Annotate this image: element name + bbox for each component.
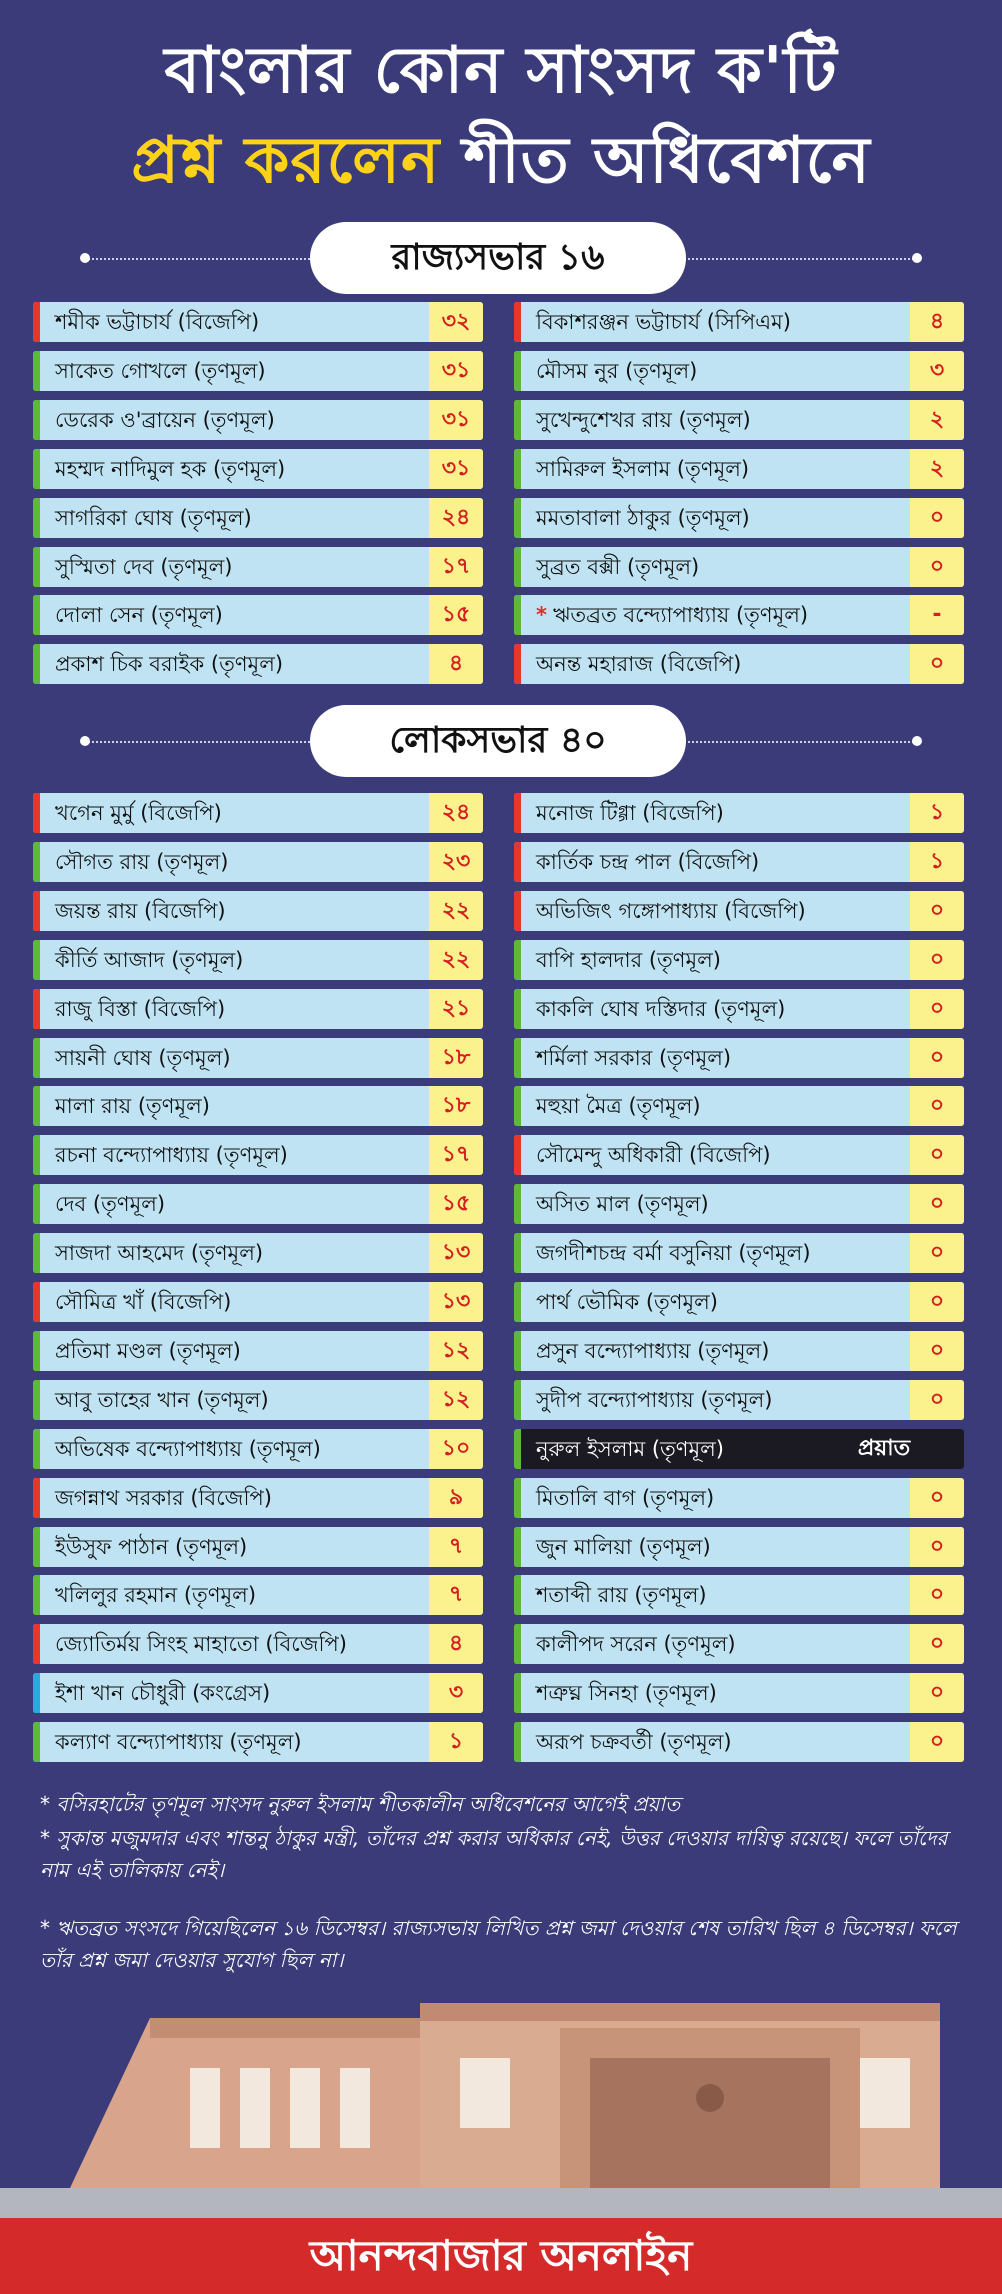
question-count: ২৪: [429, 498, 483, 538]
mp-name: সাকেত গোখলে (তৃণমূল): [55, 358, 266, 383]
party-color-bar: [33, 1527, 40, 1567]
question-count: ১০: [429, 1429, 483, 1469]
question-count: ০: [910, 547, 964, 587]
mp-row: [33, 989, 483, 1029]
question-count: ৭: [429, 1527, 483, 1567]
mp-name: দেব (তৃণমূল): [55, 1192, 166, 1217]
mp-row: [514, 793, 964, 833]
party-color-bar: [514, 989, 521, 1029]
party-color-bar: [33, 940, 40, 980]
mp-row: [33, 891, 483, 931]
mp-row: [33, 1575, 483, 1615]
party-color-bar: [33, 989, 40, 1029]
mp-row: [33, 1086, 483, 1126]
party-color-bar: [514, 1184, 521, 1224]
party-color-bar: [514, 1331, 521, 1371]
party-color-bar: [514, 1478, 521, 1518]
mp-row: [514, 400, 964, 440]
mp-row: [33, 1135, 483, 1175]
question-count: ৩: [910, 351, 964, 391]
question-count: ৩১: [429, 449, 483, 489]
mp-row: [514, 1429, 964, 1469]
party-color-bar: [33, 793, 40, 833]
mp-row: [514, 595, 964, 635]
question-count: ১৫: [429, 1184, 483, 1224]
mp-row: [33, 595, 483, 635]
mp-row: [514, 1673, 964, 1713]
mp-name: অরূপ চক্রবর্তী (তৃণমূল): [536, 1730, 732, 1755]
mp-row: [514, 940, 964, 980]
mp-name: প্রসুন বন্দ্যোপাধ্যায় (তৃণমূল): [536, 1338, 770, 1363]
party-color-bar: [33, 1282, 40, 1322]
mp-name: প্রতিমা মণ্ডল (তৃণমূল): [55, 1338, 241, 1363]
headline-line-1: বাংলার কোন সাংসদ ক'টি: [164, 34, 838, 108]
question-count: ১৩: [429, 1282, 483, 1322]
question-count: ২৪: [429, 793, 483, 833]
mp-row: [514, 1380, 964, 1420]
question-count: ০: [910, 1722, 964, 1762]
question-count: ২: [910, 400, 964, 440]
asterisk-mark: *: [536, 603, 547, 628]
mp-name: বাপি হালদার (তৃণমূল): [536, 947, 721, 972]
mp-row: [514, 1722, 964, 1762]
party-color-bar: [514, 1135, 521, 1175]
mp-row: [514, 547, 964, 587]
question-count: ১: [910, 842, 964, 882]
party-color-bar: [33, 644, 40, 684]
mp-name: অভিজিৎ গঙ্গোপাধ্যায় (বিজেপি): [536, 898, 806, 923]
question-count: ০: [910, 1673, 964, 1713]
question-count: ২: [910, 449, 964, 489]
party-color-bar: [33, 1429, 40, 1469]
party-color-bar: [514, 1429, 521, 1469]
mp-row: [514, 351, 964, 391]
divider-dot: [80, 253, 90, 263]
mp-name: সাগরিকা ঘোষ (তৃণমূল): [55, 505, 252, 530]
mp-name: শমীক ভট্টাচার্য (বিজেপি): [55, 310, 260, 334]
mp-row: [33, 1624, 483, 1664]
mp-name: কালীপদ সরেন (তৃণমূল): [536, 1632, 736, 1657]
question-count: ৩১: [429, 400, 483, 440]
party-color-bar: [33, 1722, 40, 1762]
party-color-bar: [33, 498, 40, 538]
question-count: -: [910, 595, 964, 635]
party-color-bar: [33, 1184, 40, 1224]
mp-name: অভিষেক বন্দ্যোপাধ্যায় (তৃণমূল): [55, 1436, 321, 1461]
mp-row: [33, 793, 483, 833]
mp-name: সামিরুল ইসলাম (তৃণমূল): [536, 456, 750, 481]
mp-name: ইউসুফ পাঠান (তৃণমূল): [55, 1534, 248, 1559]
question-count: ০: [910, 1184, 964, 1224]
party-color-bar: [514, 498, 521, 538]
party-color-bar: [514, 449, 521, 489]
question-count: ৩২: [429, 302, 483, 342]
question-count: ১৭: [429, 547, 483, 587]
mp-row: [33, 1282, 483, 1322]
mp-name: আবু তাহের খান (তৃণমূল): [55, 1387, 269, 1412]
question-count: ৪: [429, 1624, 483, 1664]
question-count: ৪: [910, 302, 964, 342]
mp-row: [514, 644, 964, 684]
party-color-bar: [33, 1478, 40, 1518]
lok-sabha-heading: লোকসভার ৪০: [310, 705, 686, 777]
mp-row: [514, 1184, 964, 1224]
party-color-bar: [33, 400, 40, 440]
mp-name: সায়নী ঘোষ (তৃণমূল): [55, 1045, 231, 1070]
mp-row: [33, 547, 483, 587]
mp-row: [33, 400, 483, 440]
mp-row: [514, 498, 964, 538]
mp-row: [33, 1429, 483, 1469]
mp-name: সুস্মিতা দেব (তৃণমূল): [55, 554, 233, 579]
divider-dot: [912, 736, 922, 746]
mp-row: [514, 302, 964, 342]
mp-row: [514, 1331, 964, 1371]
party-color-bar: [514, 1722, 521, 1762]
question-count: ০: [910, 1282, 964, 1322]
mp-name: মনোজ টিগ্গা (বিজেপি): [536, 801, 724, 825]
question-count: ২২: [429, 940, 483, 980]
question-count: ১৭: [429, 1135, 483, 1175]
question-count: ৩: [429, 1673, 483, 1713]
question-count: ০: [910, 1478, 964, 1518]
mp-name: সাজদা আহমেদ (তৃণমূল): [55, 1241, 264, 1266]
mp-name: কীর্তি আজাদ (তৃণমূল): [55, 947, 244, 972]
mp-row: [514, 449, 964, 489]
party-color-bar: [514, 1282, 521, 1322]
question-count: ১২: [429, 1380, 483, 1420]
mp-row: [33, 1673, 483, 1713]
party-color-bar: [33, 547, 40, 587]
mp-name: জয়ন্ত রায় (বিজেপি): [55, 898, 226, 923]
party-color-bar: [33, 1575, 40, 1615]
party-color-bar: [514, 302, 521, 342]
footnote-2: * সুকান্ত মজুমদার এবং শান্তনু ঠাকুর মন্ত্রী, তাঁদের প্রশ্ন করার অধিকার নেই, উত্তর দেওয়ার দায়িত্ব রয়েছে। ফলে তাঁদের নাম এই তালিকায় নেই।: [40, 1826, 948, 1882]
party-color-bar: [33, 1086, 40, 1126]
mp-row: [33, 351, 483, 391]
mp-name: অসিত মাল (তৃণমূল): [536, 1192, 709, 1217]
publisher-footer: আনন্দবাজার অনলাইন: [0, 2218, 1002, 2294]
party-color-bar: [514, 644, 521, 684]
mp-row: [514, 842, 964, 882]
question-count: ৩১: [429, 351, 483, 391]
question-count: ০: [910, 891, 964, 931]
party-color-bar: [514, 1575, 521, 1615]
question-count: ৪: [429, 644, 483, 684]
mp-row: [514, 1575, 964, 1615]
mp-name: মহুয়া মৈত্র (তৃণমূল): [536, 1094, 701, 1119]
question-count: ০: [910, 498, 964, 538]
mp-row: [33, 498, 483, 538]
party-color-bar: [33, 1673, 40, 1713]
party-color-bar: [33, 891, 40, 931]
question-count: প্রয়াত: [857, 1435, 911, 1461]
question-count: ১৮: [429, 1038, 483, 1078]
mp-name: সুব্রত বক্সী (তৃণমূল): [536, 554, 700, 579]
party-color-bar: [33, 842, 40, 882]
headline-highlight: প্রশ্ন করলেন: [131, 124, 441, 198]
mp-row: [33, 940, 483, 980]
party-color-bar: [514, 1038, 521, 1078]
mp-name: কল্যাণ বন্দ্যোপাধ্যায় (তৃণমূল): [55, 1730, 302, 1755]
footnote-3: * ঋতব্রত সংসদে গিয়েছিলেন ১৬ ডিসেম্বর। রাজ্যসভায় লিখিত প্রশ্ন জমা দেওয়ার শেষ তারিখ ছিল ৪ ডিসেম্বর। ফলে তাঁর প্রশ্ন জমা দেওয়ার সুযোগ ছিল না।: [40, 1916, 957, 1972]
mp-name: সৌমেন্দু অধিকারী (বিজেপি): [536, 1143, 771, 1168]
party-color-bar: [33, 595, 40, 635]
mp-row: [514, 989, 964, 1029]
mp-row: [33, 1380, 483, 1420]
question-count: ০: [910, 1575, 964, 1615]
mp-row: [33, 1527, 483, 1567]
mp-row: [33, 302, 483, 342]
mp-name: ইশা খান চৌধুরী (কংগ্রেস): [55, 1681, 271, 1706]
question-count: ১২: [429, 1331, 483, 1371]
mp-row: [33, 1233, 483, 1273]
question-count: ১: [910, 793, 964, 833]
mp-name: সৌগত রায় (তৃণমূল): [55, 849, 229, 874]
mp-row: [514, 1527, 964, 1567]
mp-row: [514, 1624, 964, 1664]
mp-name: প্রকাশ চিক বরাইক (তৃণমূল): [55, 652, 284, 677]
mp-name: পার্থ ভৌমিক (তৃণমূল): [536, 1290, 718, 1314]
mp-name: দোলা সেন (তৃণমূল): [55, 603, 223, 628]
party-color-bar: [514, 842, 521, 882]
party-color-bar: [514, 1673, 521, 1713]
question-count: ০: [910, 1086, 964, 1126]
party-color-bar: [514, 940, 521, 980]
rajya-sabha-section-header: [0, 222, 1002, 294]
mp-name: জ্যোতির্ময় সিংহ মাহাতো (বিজেপি): [55, 1632, 347, 1657]
party-color-bar: [33, 302, 40, 342]
party-color-bar: [33, 351, 40, 391]
question-count: ০: [910, 989, 964, 1029]
mp-row: [33, 449, 483, 489]
mp-name: সৌমিত্র খাঁ (বিজেপি): [55, 1290, 232, 1314]
party-color-bar: [514, 1624, 521, 1664]
mp-name: জুন মালিয়া (তৃণমূল): [536, 1534, 711, 1559]
mp-row: [514, 1135, 964, 1175]
question-count: ০: [910, 644, 964, 684]
mp-name: মৌসম নুর (তৃণমূল): [536, 358, 698, 383]
mp-name: মালা রায় (তৃণমূল): [55, 1094, 210, 1119]
mp-name: রাজু বিস্তা (বিজেপি): [55, 996, 226, 1021]
question-count: ০: [910, 1038, 964, 1078]
question-count: ০: [910, 1380, 964, 1420]
lok-sabha-section-header: [0, 705, 1002, 777]
mp-name: খগেন মুর্মু (বিজেপি): [55, 801, 222, 825]
party-color-bar: [514, 1233, 521, 1273]
footnote-1: * বসিরহাটের তৃণমূল সাংসদ নুরুল ইসলাম শীতকালীন অধিবেশনের আগেই প্রয়াত: [40, 1792, 681, 1816]
party-color-bar: [33, 1135, 40, 1175]
mp-row: [33, 644, 483, 684]
question-count: ০: [910, 1331, 964, 1371]
mp-row: [514, 1233, 964, 1273]
mp-row: [514, 1282, 964, 1322]
mp-name: কাকলি ঘোষ দস্তিদার (তৃণমূল): [536, 996, 786, 1021]
mp-name: মহম্মদ নাদিমুল হক (তৃণমূল): [55, 456, 286, 481]
question-count: ২১: [429, 989, 483, 1029]
party-color-bar: [514, 547, 521, 587]
party-color-bar: [514, 595, 521, 635]
question-count: ১৫: [429, 595, 483, 635]
mp-row: [33, 1184, 483, 1224]
party-color-bar: [514, 1527, 521, 1567]
question-count: ২৩: [429, 842, 483, 882]
party-color-bar: [514, 1086, 521, 1126]
mp-name: শত্রুঘ্ন সিনহা (তৃণমূল): [536, 1681, 717, 1706]
mp-row: [33, 1038, 483, 1078]
mp-name: খলিলুর রহমান (তৃণমূল): [55, 1583, 257, 1608]
mp-row: [33, 1331, 483, 1371]
mp-name: কার্তিক চন্দ্র পাল (বিজেপি): [536, 849, 760, 874]
question-count: ০: [910, 940, 964, 980]
question-count: ৯: [429, 1478, 483, 1518]
mp-name: রচনা বন্দ্যোপাধ্যায় (তৃণমূল): [55, 1143, 288, 1168]
question-count: ১৮: [429, 1086, 483, 1126]
mp-name: শর্মিলা সরকার (তৃণমূল): [536, 1045, 732, 1070]
party-color-bar: [514, 351, 521, 391]
mp-row: [33, 1478, 483, 1518]
question-count: ০: [910, 1135, 964, 1175]
mp-row: [514, 1478, 964, 1518]
party-color-bar: [514, 793, 521, 833]
divider-dot: [912, 253, 922, 263]
party-color-bar: [33, 1038, 40, 1078]
party-color-bar: [514, 400, 521, 440]
mp-name: * ঋতব্রত বন্দ্যোপাধ্যায় (তৃণমূল): [536, 603, 809, 628]
rajya-sabha-heading: রাজ্যসভার ১৬: [310, 222, 686, 294]
question-count: ১৩: [429, 1233, 483, 1273]
headline-line-2: [0, 118, 1002, 204]
question-count: ৭: [429, 1575, 483, 1615]
mp-row: [33, 1722, 483, 1762]
mp-name: সুদীপ বন্দ্যোপাধ্যায় (তৃণমূল): [536, 1387, 773, 1412]
mp-row: [33, 842, 483, 882]
mp-name: সুখেন্দুশেখর রায় (তৃণমূল): [536, 407, 751, 432]
question-count: ০: [910, 1233, 964, 1273]
mp-name: নুরুল ইসলাম (তৃণমূল): [536, 1436, 724, 1461]
mp-name: জগদীশচন্দ্র বর্মা বসুনিয়া (তৃণমূল): [536, 1241, 811, 1266]
mp-name: শতাব্দী রায় (তৃণমূল): [536, 1583, 707, 1608]
mp-row: [514, 1038, 964, 1078]
mp-row: [514, 1086, 964, 1126]
divider-dot: [80, 736, 90, 746]
party-color-bar: [33, 1380, 40, 1420]
party-color-bar: [33, 1233, 40, 1273]
party-color-bar: [33, 1624, 40, 1664]
mp-name: বিকাশরঞ্জন ভট্টাচার্য (সিপিএম): [536, 310, 791, 334]
mp-name: ডেরেক ও'ব্রায়েন (তৃণমূল): [55, 407, 275, 432]
question-count: ১: [429, 1722, 483, 1762]
question-count: ০: [910, 1624, 964, 1664]
party-color-bar: [514, 1380, 521, 1420]
mp-name: মিতালি বাগ (তৃণমূল): [536, 1485, 715, 1510]
party-color-bar: [33, 449, 40, 489]
party-color-bar: [33, 1331, 40, 1371]
parliament-building-illustration: [0, 1998, 1002, 2218]
headline-rest: শীত অধিবেশনে: [463, 124, 871, 198]
mp-name: অনন্ত মহারাজ (বিজেপি): [536, 652, 742, 677]
question-count: ২২: [429, 891, 483, 931]
mp-row: [514, 891, 964, 931]
party-color-bar: [514, 891, 521, 931]
mp-name: জগন্নাথ সরকার (বিজেপি): [55, 1485, 272, 1510]
question-count: ০: [910, 1527, 964, 1567]
mp-name: মমতাবালা ঠাকুর (তৃণমূল): [536, 505, 750, 530]
